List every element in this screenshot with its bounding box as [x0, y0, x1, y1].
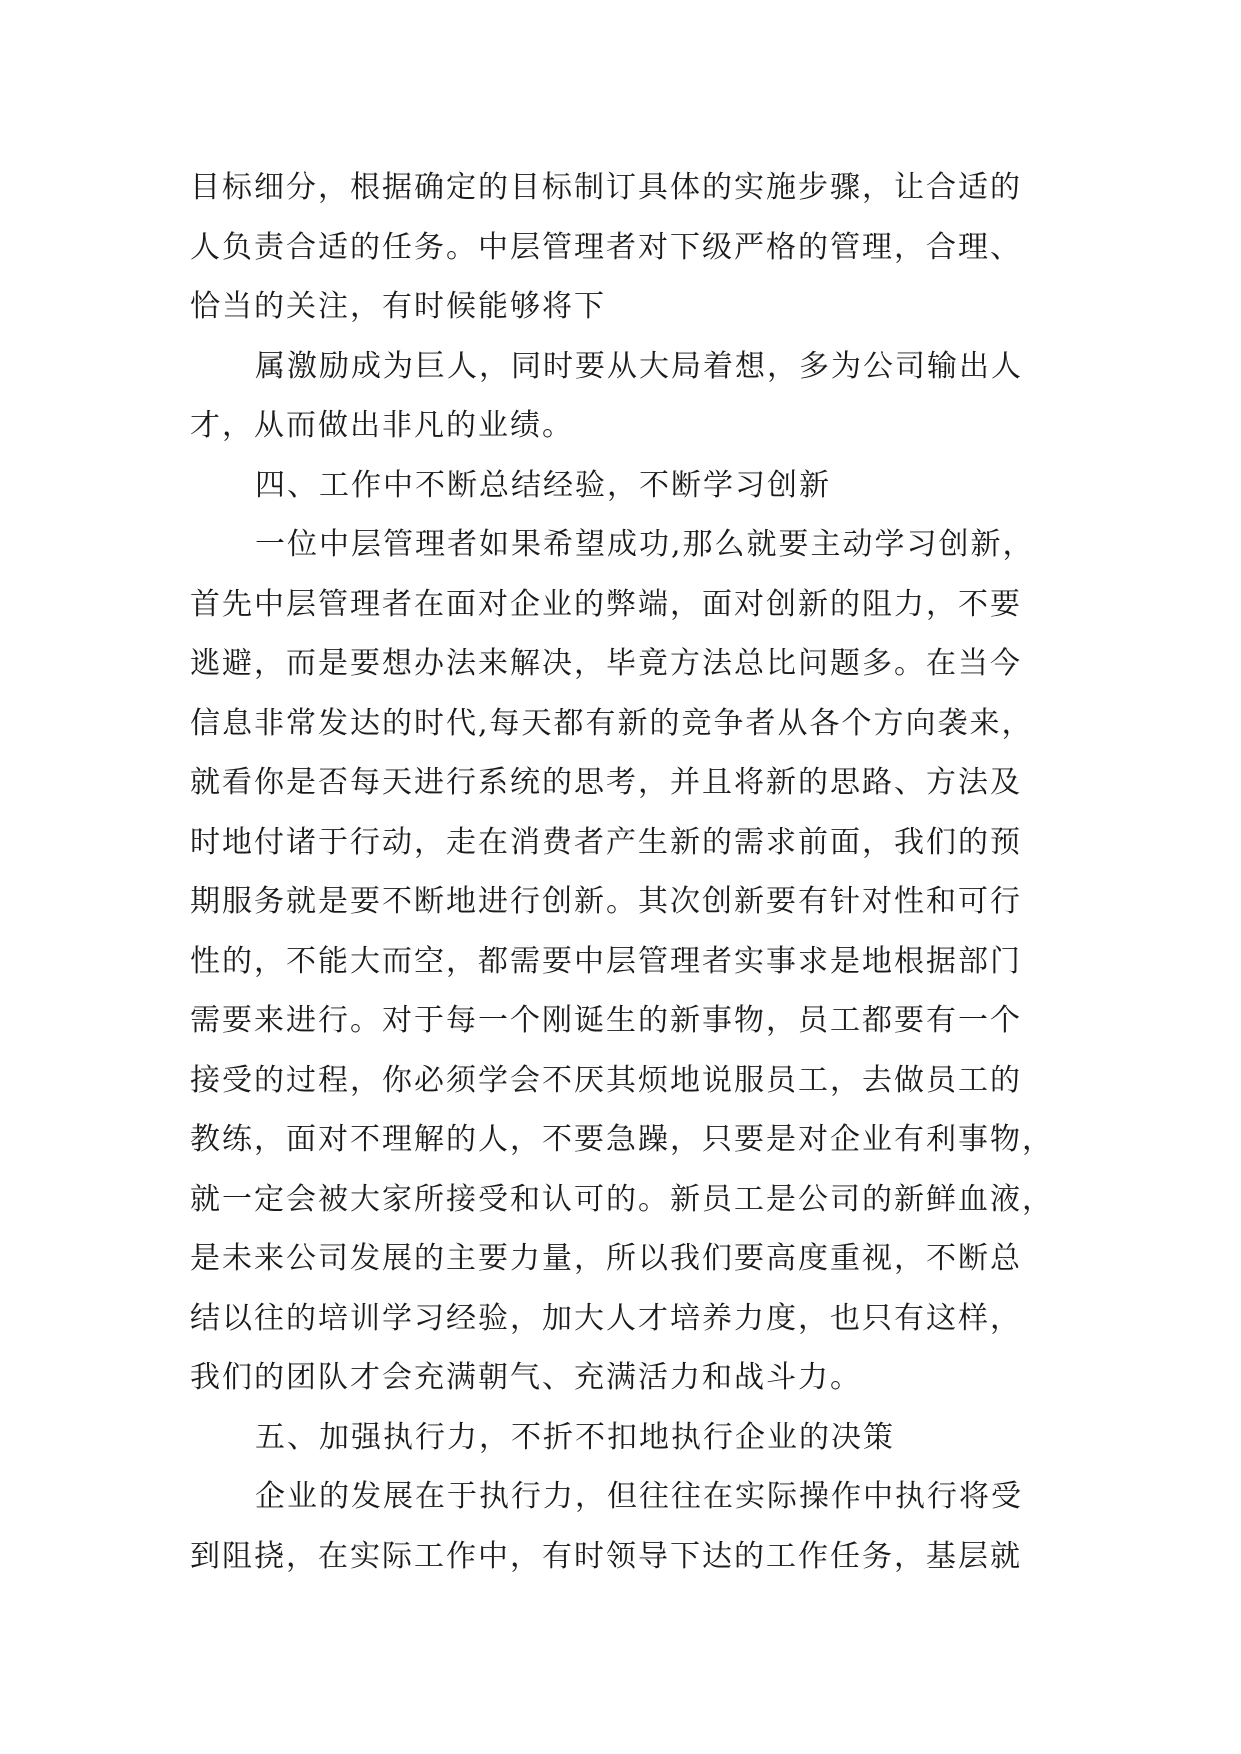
document-body — [190, 158, 1070, 1586]
text-line: 才，从而做出非凡的业绩。 — [190, 408, 574, 443]
text-line: 是未来公司发展的主要力量，所以我们要高度重视，不断总 — [190, 1241, 1022, 1276]
text-line: 人负责合适的任务。中层管理者对下级严格的管理，合理、 — [190, 229, 1022, 265]
text-line: 企业的发展在于执行力，但往往在实际操作中执行将受 — [255, 1479, 1023, 1514]
text-line: 属激励成为巨人，同时要从大局着想，多为公司输出人 — [255, 348, 1023, 384]
text-line: 到阻挠，在实际工作中，有时领导下达的工作任务，基层就 — [190, 1538, 1022, 1574]
text-line: 首先中层管理者在面对企业的弊端，面对创新的阻力，不要 — [190, 586, 1022, 622]
text-line: 逃避，而是要想办法来解决，毕竟方法总比问题多。在当今 — [190, 646, 1022, 681]
text-line: 需要来进行。对于每一个刚诞生的新事物，员工都要有一个 — [190, 1003, 1022, 1038]
text-line: 五、加强执行力，不折不扣地执行企业的决策 — [255, 1419, 895, 1455]
text-line: 时地付诸于行动，走在消费者产生新的需求前面，我们的预 — [190, 824, 1022, 860]
text-line: 信息非常发达的时代,每天都有新的竞争者从各个方向袭来， — [190, 705, 1034, 741]
text-line: 教练，面对不理解的人，不要急躁，只要是对企业有利事物， — [190, 1122, 1054, 1157]
text-line: 目标细分，根据确定的目标制订具体的实施步骤，让合适的 — [190, 170, 1022, 205]
text-line: 四、工作中不断总结经验，不断学习创新 — [255, 467, 831, 503]
text-line: 就看你是否每天进行系统的思考，并且将新的思路、方法及 — [190, 765, 1022, 800]
text-line: 性的，不能大而空，都需要中层管理者实事求是地根据部门 — [190, 943, 1022, 979]
text-line: 我们的团队才会充满朝气、充满活力和战斗力。 — [190, 1360, 862, 1395]
text-line: 就一定会被大家所接受和认可的。新员工是公司的新鲜血液， — [190, 1181, 1054, 1217]
text-line: 恰当的关注，有时候能够将下 — [190, 289, 606, 324]
text-line: 接受的过程，你必须学会不厌其烦地说服员工，去做员工的 — [190, 1062, 1022, 1098]
text-line: 结以往的培训学习经验，加大人才培养力度，也只有这样， — [190, 1300, 1022, 1336]
text-line: 期服务就是要不断地进行创新。其次创新要有针对性和可行 — [190, 884, 1022, 919]
text-line: 一位中层管理者如果希望成功,那么就要主动学习创新， — [255, 527, 1035, 562]
